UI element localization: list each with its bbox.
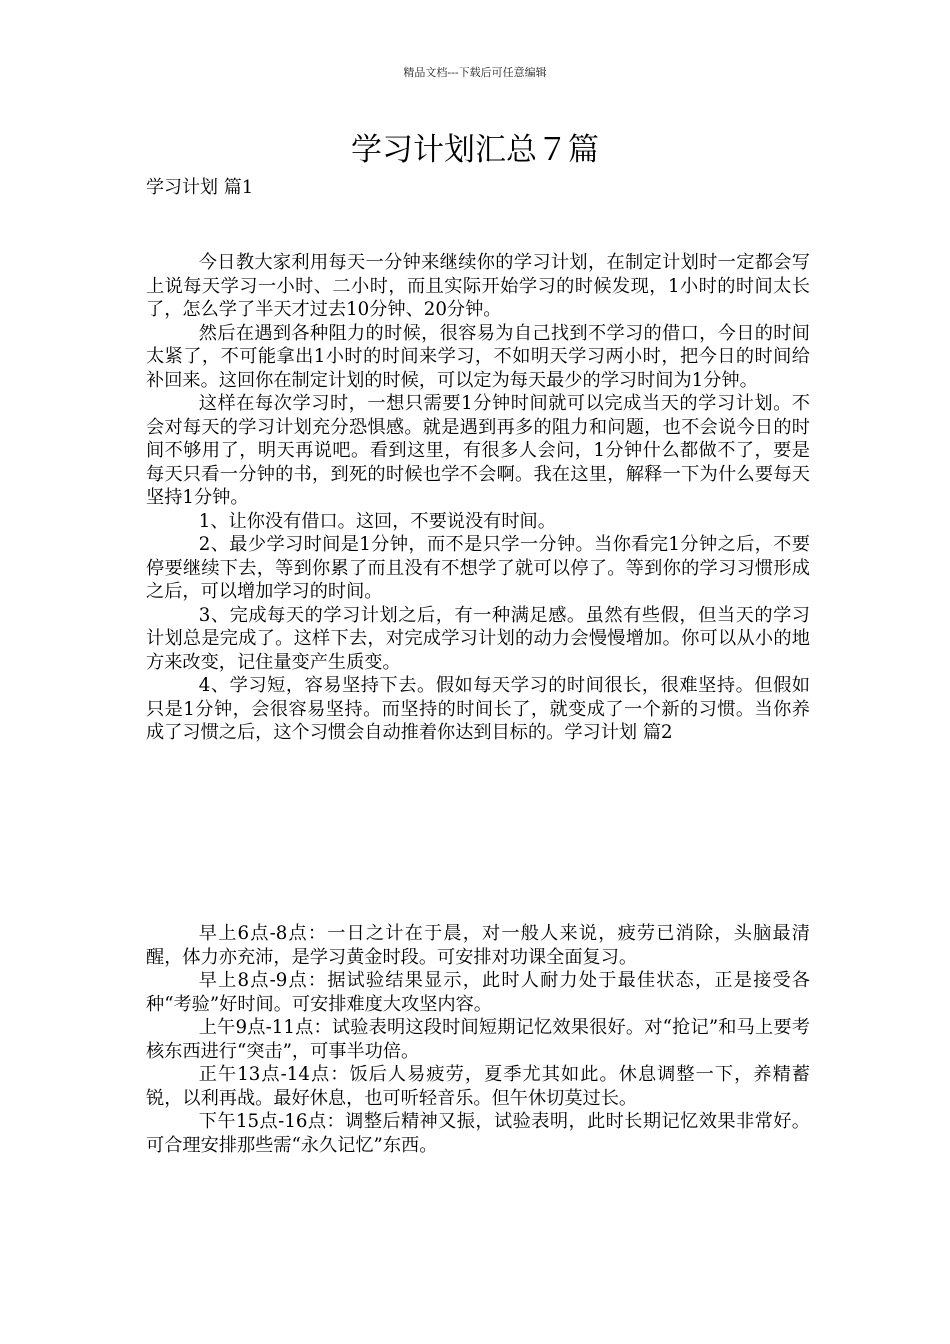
section-2-body [146, 922, 810, 1157]
paragraph: 这样在每次学习时，一想只需要1分钟时间就可以完成当天的学习计划。不会对每天的学习计划充分恐惧感。就是遇到再多的阻力和问题，也不会说今日的时间不够用了，明天再说吧。看到这里，有很多人会问，1分钟什么都做不了，要是每天只看一分钟的书，到死的时候也学不会啊。我在这里，解释一下为什么要每天坚持1分钟。 [146, 393, 810, 508]
list-item: 2、最少学习时间是1分钟，而不是只学一分钟。当你看完1分钟之后，不要停要继续下去，等到你累了而且没有不想学了就可以停了。等到你的学习习惯形成之后，可以增加学习的时间。 [146, 534, 810, 602]
schedule-paragraph: 早上8点-9点：据试验结果显示，此时人耐力处于最佳状态，正是接受各种“考验”好时间。可安排难度大攻坚内容。 [146, 970, 810, 1015]
section-2-heading: 学习计划 篇2 [564, 722, 673, 743]
schedule-paragraph: 上午9点-11点：试验表明这段时间短期记忆效果很好。对“抢记”和马上要考核东西进行“突击”，可事半功倍。 [146, 1017, 810, 1062]
schedule-paragraph: 早上6点-8点：一日之计在于晨，对一般人来说，疲劳已消除，头脑最清醒，体力亦充沛，是学习黄金时段。可安排对功课全面复习。 [146, 923, 810, 968]
schedule-paragraph: 下午15点-16点：调整后精神又振，试验表明，此时长期记忆效果非常好。可合理安排那些需“永久记忆”东西。 [146, 1111, 810, 1156]
section-1-heading: 学习计划 篇1 [146, 177, 254, 198]
list-item [146, 674, 810, 745]
list-item: 3、完成每天的学习计划之后，有一种满足感。虽然有些假，但当天的学习计划总是完成了。这样下去，对完成学习计划的动力会慢慢增加。你可以从小的地方来改变，记住量变产生质变。 [146, 604, 810, 673]
header-note: 精品文档---下载后可任意编辑 [403, 66, 547, 79]
section-1-body [146, 251, 810, 745]
paragraph: 今日教大家利用每天一分钟来继续你的学习计划，在制定计划时一定都会写上说每天学习一小时、二小时，而且实际开始学习的时候发现，1小时的时间太长了，怎么学了半天才过去10分钟、20分钟。 [146, 252, 810, 320]
paragraph: 然后在遇到各种阻力的时候，很容易为自己找到不学习的借口，今日的时间太紧了，不可能拿出1小时的时间来学习，不如明天学习两小时，把今日的时间给补回来。这回你在制定计划的时候，可以定为每天最少的学习时间为1分钟。 [146, 322, 810, 391]
document-title: 学习计划汇总７篇 [351, 132, 599, 168]
list-item-text: 4、学习短，容易坚持下去。假如每天学习的时间很长，很难坚持。但假如只是1分钟，会很容易坚持。而坚持的时间长了，就变成了一个新的习惯。当你养成了习惯之后，这个习惯会自动推着你达到目标的。 [146, 675, 810, 743]
list-item: 1、让你没有借口。这回，不要说没有时间。 [198, 510, 556, 532]
schedule-paragraph: 正午13点-14点：饭后人易疲劳，夏季尤其如此。休息调整一下，养精蓄锐，以利再战。最好休息，也可听轻音乐。但午休切莫过长。 [146, 1064, 810, 1109]
